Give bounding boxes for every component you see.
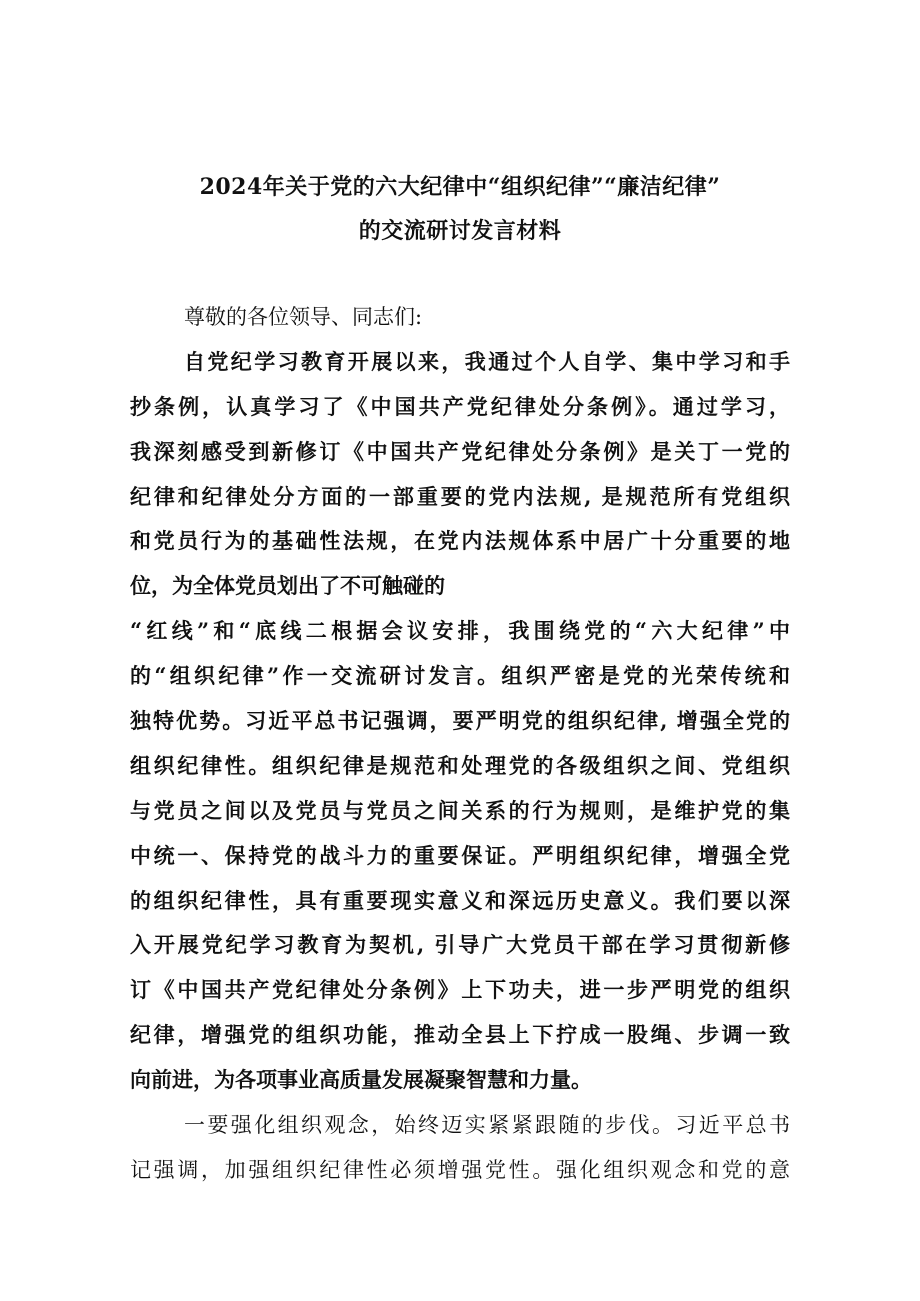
paragraph-1-line: 我深刻感受到新修订《中国共产党纪律处分条例》是关丁一党的	[130, 438, 790, 464]
document-title-line-2: 的交流研讨发言材料	[358, 218, 562, 244]
paragraph-1-line: 的“组织纪律”作一交流研讨发言。组织严密是党的光荣传统和	[130, 663, 790, 689]
paragraph-1-line: 位，为全体党员划出了不可触碰的	[130, 573, 445, 599]
paragraph-1-line: “红线”和“底线二根据会议安排，我围绕党的“六大纪律”中	[130, 618, 790, 644]
paragraph-1-line: 与党员之间以及党员与党员之间关系的行为规则，是维护党的集	[130, 797, 790, 823]
document-title-line-1: 2024年关于党的六大纪律中“组织纪律”“廉洁纪律”	[199, 174, 721, 200]
paragraph-1-line: 纪律，增强党的组织功能，推动全县上下拧成一股绳、步调一致	[130, 1022, 790, 1048]
document-body	[130, 295, 790, 1193]
paragraph-1-line: 订《中国共产党纪律处分条例》上下功夫，进一步严明党的组织	[130, 977, 790, 1003]
paragraph-2-line: 记强调，加强组织纪律性必须增强党性。强化组织观念和党的意	[130, 1157, 790, 1182]
paragraph-1-line: 纪律和纪律处分方面的一部重要的党内法规, 是规范所有党组织	[130, 483, 790, 509]
paragraph-1-line: 自党纪学习教育开展以来，我通过个人自学、集中学习和手	[184, 348, 790, 374]
paragraph-1-line: 抄条例，认真学习了《中国共产党纪律处分条例》。通过学习，	[130, 393, 790, 419]
paragraph-1-line: 入开展党纪学习教育为契机, 引导广大党员干部在学习贯彻新修	[130, 932, 790, 958]
paragraph-1-line: 的组织纪律性，具有重要现实意义和深远历史意义。我们要以深	[130, 887, 790, 913]
paragraph-1-line: 向前进，为各项事业高质量发展凝聚智慧和力量。	[130, 1067, 592, 1093]
paragraph-1-line: 独特优势。习近平总书记强调，要严明党的组织纪律, 增强全党的	[130, 708, 790, 734]
paragraph-1-line: 组织纪律性。组织纪律是规范和处理党的各级组织之间、党组织	[130, 752, 790, 778]
paragraph-2-line: 一要强化组织观念，始终迈实紧紧跟随的步伐。习近平总书	[184, 1113, 790, 1138]
paragraph-1-line: 中统一、保持党的战斗力的重要保证。严明组织纪律，增强全党	[130, 842, 790, 868]
salutation: 尊敬的各位领导、同志们:	[184, 305, 423, 329]
paragraph-1-line: 和党员行为的基础性法规，在党内法规体系中居广十分重要的地	[130, 528, 790, 554]
